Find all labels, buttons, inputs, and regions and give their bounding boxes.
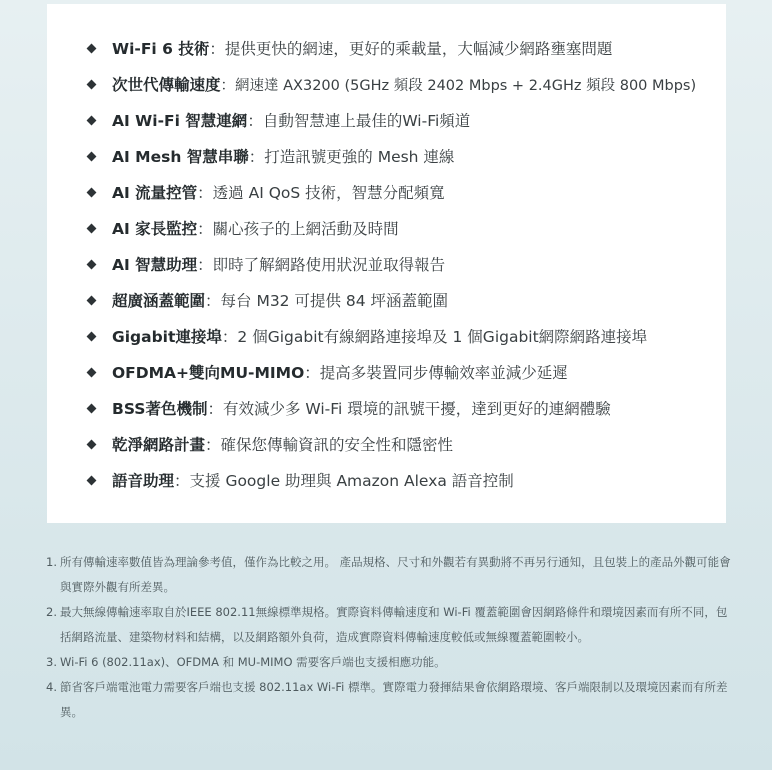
feature-description: ：打造訊號更強的 Mesh 連線: [248, 148, 455, 166]
diamond-bullet-icon: [87, 223, 97, 233]
feature-title: AI 家長監控: [112, 220, 198, 238]
footnotes: [46, 550, 736, 725]
feature-description: ：提高多裝置同步傳輸效率並減少延遲: [304, 364, 568, 382]
feature-item: [47, 318, 726, 354]
feature-item: [47, 174, 726, 210]
feature-title: AI Wi-Fi 智慧連網: [112, 112, 248, 130]
feature-item: [47, 390, 726, 426]
feature-title: 超廣涵蓋範圍: [112, 292, 206, 310]
feature-description: ：2 個Gigabit有線網路連接埠及 1 個Gigabit網際網路連接埠: [221, 328, 648, 346]
feature-title: AI Mesh 智慧串聯: [112, 148, 249, 166]
footnote-item: [46, 675, 736, 725]
feature-description: ：即時了解網路使用狀況並取得報告: [197, 256, 446, 274]
feature-title: Wi-Fi 6 技術: [112, 40, 210, 58]
feature-description: ：網速達 AX3200 (5GHz 頻段 2402 Mbps + 2.4GHz 頻段 800 Mbps): [220, 77, 697, 94]
feature-title: AI 智慧助理: [112, 256, 198, 274]
feature-title: OFDMA+雙向MU-MIMO: [112, 364, 305, 382]
diamond-bullet-icon: [87, 475, 97, 485]
footnote-number: 1.: [46, 555, 57, 569]
feature-item: [47, 210, 726, 246]
diamond-bullet-icon: [87, 295, 97, 305]
diamond-bullet-icon: [87, 367, 97, 377]
diamond-bullet-icon: [87, 187, 97, 197]
feature-description: ：提供更快的網速，更好的乘載量，大幅減少網路壅塞問題: [209, 40, 613, 58]
feature-title: 語音助理: [112, 472, 175, 490]
feature-item: [47, 426, 726, 462]
feature-description: ：自動智慧連上最佳的Wi-Fi頻道: [247, 112, 471, 130]
features-card: [47, 4, 726, 523]
feature-description: ：確保您傳輸資訊的安全性和隱密性: [205, 436, 454, 454]
feature-title: BSS著色機制: [112, 400, 208, 418]
feature-description: ：有效減少多 Wi-Fi 環境的訊號干擾，達到更好的連網體驗: [207, 400, 611, 418]
footnote-text: Wi-Fi 6 (802.11ax)、OFDMA 和 MU-MIMO 需要客戶端也支援相應功能。: [60, 655, 446, 669]
footnote-item: [46, 550, 736, 600]
footnote-number: 2.: [46, 605, 57, 619]
diamond-bullet-icon: [87, 43, 97, 53]
feature-title: 乾淨網路計畫: [112, 436, 206, 454]
feature-description: ：每台 M32 可提供 84 坪涵蓋範圍: [205, 292, 449, 310]
diamond-bullet-icon: [87, 115, 97, 125]
feature-item: [47, 66, 726, 102]
feature-title: 次世代傳輸速度: [112, 76, 221, 94]
diamond-bullet-icon: [87, 331, 97, 341]
feature-item: [47, 102, 726, 138]
feature-item: [47, 354, 726, 390]
feature-title: AI 流量控管: [112, 184, 198, 202]
feature-description: ：關心孩子的上網活動及時間: [197, 220, 399, 238]
footnote-number: 3.: [46, 655, 57, 669]
feature-item: [47, 138, 726, 174]
footnote-text: 所有傳輸速率數值皆為理論參考值，僅作為比較之用。 產品規格、尺寸和外觀若有異動將不再另行通知，且包裝上的產品外觀可能會與實際外觀有所差異。: [60, 555, 731, 594]
diamond-bullet-icon: [87, 151, 97, 161]
feature-description: ：透過 AI QoS 技術，智慧分配頻寬: [197, 184, 445, 202]
footnote-item: [46, 650, 736, 675]
feature-description: ：支援 Google 助理與 Amazon Alexa 語音控制: [174, 472, 514, 490]
diamond-bullet-icon: [87, 439, 97, 449]
footnote-text: 最大無線傳輸速率取自於IEEE 802.11無線標準規格。實際資料傳輸速度和 Wi-Fi 覆蓋範圍會因網路條件和環境因素而有所不同，包括網路流量、建築物材料和結構，以及網路額外負荷，造成實際資料傳輸速度較低或無線覆蓋範圍較小。: [60, 605, 728, 644]
diamond-bullet-icon: [87, 79, 97, 89]
feature-item: [47, 246, 726, 282]
footnote-number: 4.: [46, 680, 57, 694]
feature-item: [47, 462, 726, 498]
footnote-text: 節省客戶端電池電力需要客戶端也支援 802.11ax Wi-Fi 標準。實際電力發揮結果會依網路環境、客戶端限制以及環境因素而有所差異。: [60, 680, 728, 719]
feature-item: [47, 30, 726, 66]
feature-title: Gigabit連接埠: [112, 328, 222, 346]
diamond-bullet-icon: [87, 259, 97, 269]
diamond-bullet-icon: [87, 403, 97, 413]
feature-item: [47, 282, 726, 318]
footnote-item: [46, 600, 736, 650]
